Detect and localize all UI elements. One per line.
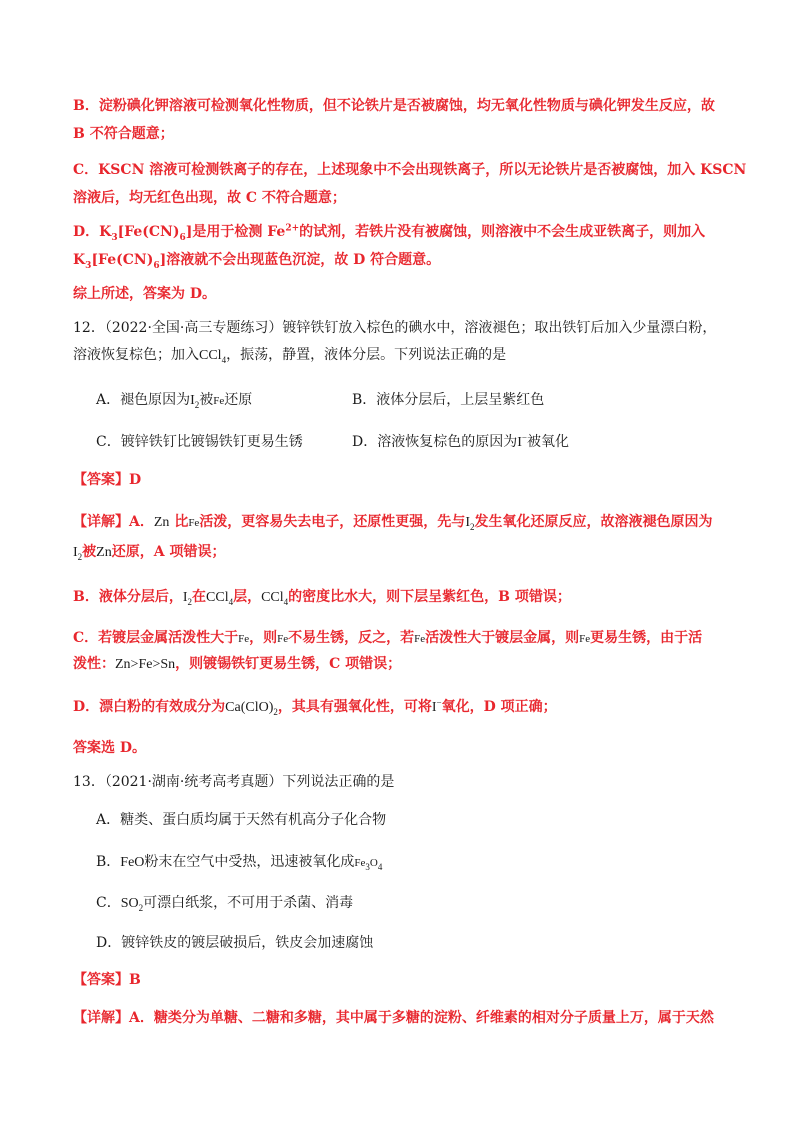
q12-explanation-a-line1: 【详解】A．Zn 比Fe活泼，更容易失去电子，还原性更强，先与$I_2$发生氧化还原反应，故溶液褪色原因为 <box>73 514 713 532</box>
q12-option-c[interactable]: C．镀锌铁钉比镀锡铁钉更易生锈 <box>96 434 303 450</box>
q12-explanation-d: D．漂白粉的有效成分为$Ca(ClO)_2$，其具有强氧化性，可将I−氧化，D 项正确； <box>73 697 557 717</box>
q12-explanation-c-line1: C．若镀层金属活泼性大于Fe，则Fe不易生锈，反之，若Fe活泼性大于镀层金属，则Fe更易生锈，由于活 <box>73 630 703 646</box>
q13-option-b[interactable]: B．FeO粉末在空气中受热，迅速被氧化成$Fe_3O_4$ <box>96 854 383 872</box>
q11-explanation-c-line2: 溶液后，均无红色出现，故 C 不符合题意； <box>73 190 346 206</box>
q12-answer: 【答案】D <box>73 472 142 488</box>
q12-explanation-b: B．液体分层后，$I_2$在CCl$_4$层，CCl$_4$的密度比水大，则下层呈紫红色，B 项错误； <box>73 589 571 607</box>
q12-explanation-c-line2: 泼性：Zn>Fe>Sn，则镀锡铁钉更易生锈，C 项错误； <box>73 656 402 672</box>
q12-explanation-a-line2: $I_2$被Zn还原，A 项错误； <box>73 544 226 562</box>
q11-explanation-d-line1: D．$K_3[Fe(CN)_6]$是用于检测 $Fe^{2+}$的试剂，若铁片没有被腐蚀，则溶液中不会生成亚铁离子，则加入 <box>73 223 706 243</box>
q13-option-c[interactable]: C．$SO_2$可漂白纸浆，不可用于杀菌、消毒 <box>96 895 354 913</box>
q13-explanation-a: 【详解】A．糖类分为单糖、二糖和多糖，其中属于多糖的淀粉、纤维素的相对分子质量上万，属于天然 <box>73 1010 714 1026</box>
q11-explanation-c-line1: C．KSCN 溶液可检测铁离子的存在，上述现象中不会出现铁离子，所以无论铁片是否被腐蚀，加入 KSCN <box>73 162 747 178</box>
q12-stem-line2: 溶液恢复棕色；加入CCl$_4$，振荡，静置，液体分层。下列说法正确的是 <box>73 347 507 365</box>
q11-explanation-d-line2: $K_3[Fe(CN)_6]$溶液就不会出现蓝色沉淀，故 D 符合题意。 <box>73 252 441 271</box>
q12-options-row2 <box>96 432 569 452</box>
q12-stem-line1: 12．（2022·全国·高三专题练习）镀锌铁钉放入棕色的碘水中，溶液褪色；取出铁钉后加入少量漂白粉， <box>73 320 717 336</box>
q11-explanation-b-line2: B 不符合题意； <box>73 126 174 142</box>
q13-answer: 【答案】B <box>73 972 141 988</box>
q11-summary: 综上所述，答案为 D。 <box>73 286 217 302</box>
q13-option-d[interactable]: D．镀锌铁皮的镀层破损后，铁皮会加速腐蚀 <box>96 935 374 951</box>
q12-final-answer: 答案选 D。 <box>73 740 147 756</box>
q13-stem: 13．（2021·湖南·统考高考真题）下列说法正确的是 <box>73 774 395 790</box>
q11-explanation-b-line1: B．淀粉碘化钾溶液可检测氧化性物质，但不论铁片是否被腐蚀，均无氧化性物质与碘化钾发生反应，故 <box>73 98 715 114</box>
q12-option-b[interactable]: B．液体分层后，上层呈紫红色 <box>352 392 545 408</box>
q12-option-d[interactable]: D．溶液恢复棕色的原因为I−被氧化 <box>352 432 569 450</box>
q13-option-a[interactable]: A．糖类、蛋白质均属于天然有机高分子化合物 <box>96 812 387 828</box>
q12-option-a[interactable]: A．褪色原因为$I_2$被Fe还原 <box>96 392 253 410</box>
q12-options-row1 <box>96 390 545 411</box>
